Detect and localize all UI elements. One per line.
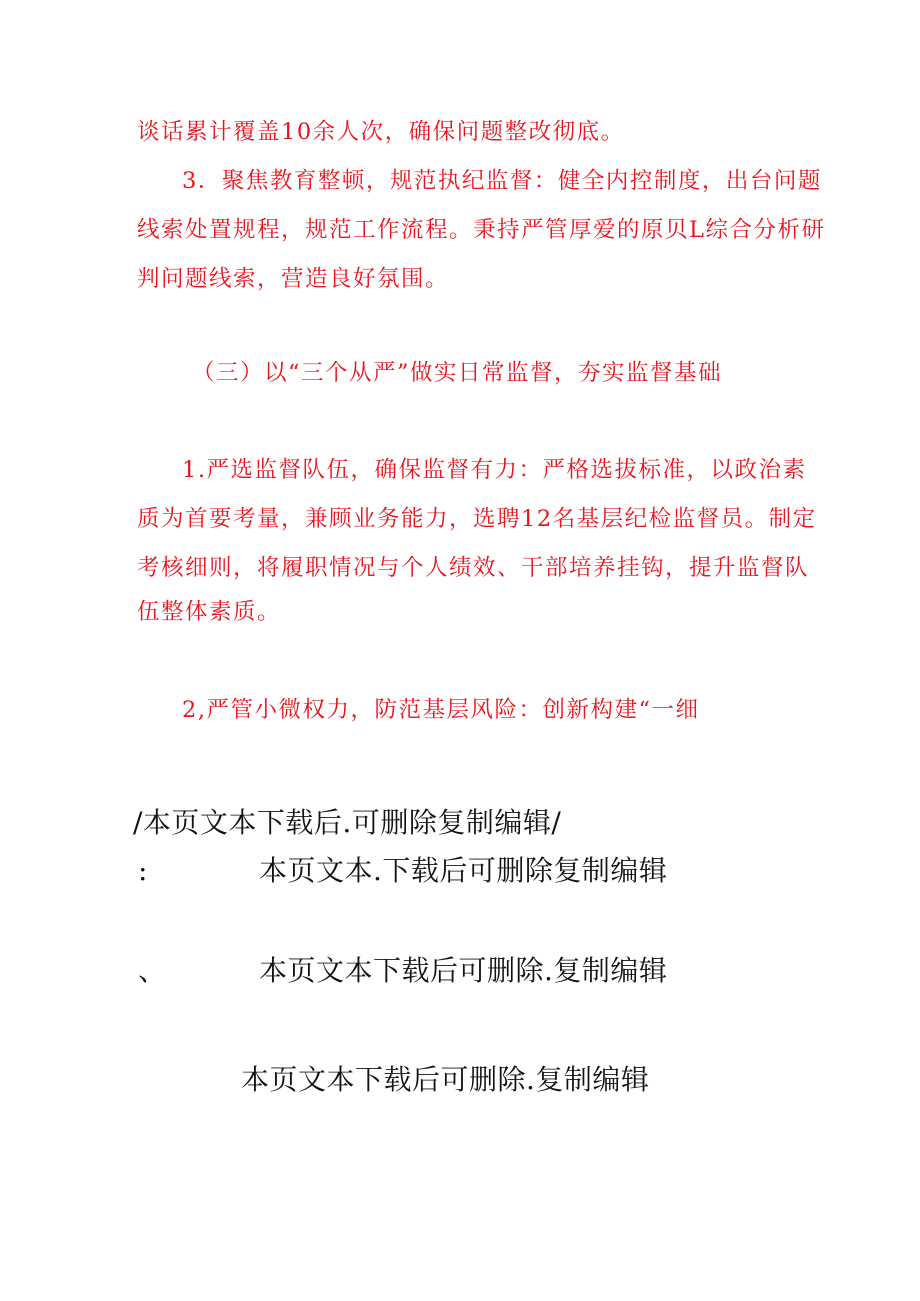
footer-note-mark: 、 bbox=[138, 954, 167, 987]
paragraph-line: 考核细则，将履职情况与个人绩效、干部培养挂钩，提升监督队 bbox=[137, 555, 810, 581]
paragraph-line: 1.严选监督队伍，确保监督有力：严格选拔标准，以政治素 bbox=[182, 457, 807, 483]
footer-note: 本页文本下载后可删除.复制编辑 bbox=[241, 1063, 650, 1096]
paragraph-line: 谈话累计覆盖10余人次，确保问题整改彻底。 bbox=[137, 119, 625, 145]
paragraph-line: 2,严管小微权力，防范基层风险：创新构建“一细 bbox=[182, 697, 700, 723]
paragraph-line: 判问题线索，营造良好氛围。 bbox=[137, 266, 450, 292]
footer-note-mark: : bbox=[138, 854, 148, 887]
footer-note: /本页文本下载后.可删除复制编辑/ bbox=[133, 806, 562, 839]
paragraph-line: 线索处置规程，规范工作流程。秉持严管厚爱的原贝L综合分析研 bbox=[137, 217, 826, 243]
paragraph-line: 3．聚焦教育整顿，规范执纪监督：健全内控制度，出台问题 bbox=[182, 168, 822, 194]
paragraph-line: 质为首要考量，兼顾业务能力，选聘12名基层纪检监督员。制定 bbox=[137, 506, 817, 532]
footer-note: 本页文本下载后可删除.复制编辑 bbox=[259, 954, 668, 987]
footer-note: 本页文本.下载后可删除复制编辑 bbox=[259, 854, 668, 887]
section-heading: （三）以“三个从严”做实日常监督，夯实监督基础 bbox=[192, 360, 723, 386]
paragraph-line: 伍整体素质。 bbox=[137, 599, 282, 625]
